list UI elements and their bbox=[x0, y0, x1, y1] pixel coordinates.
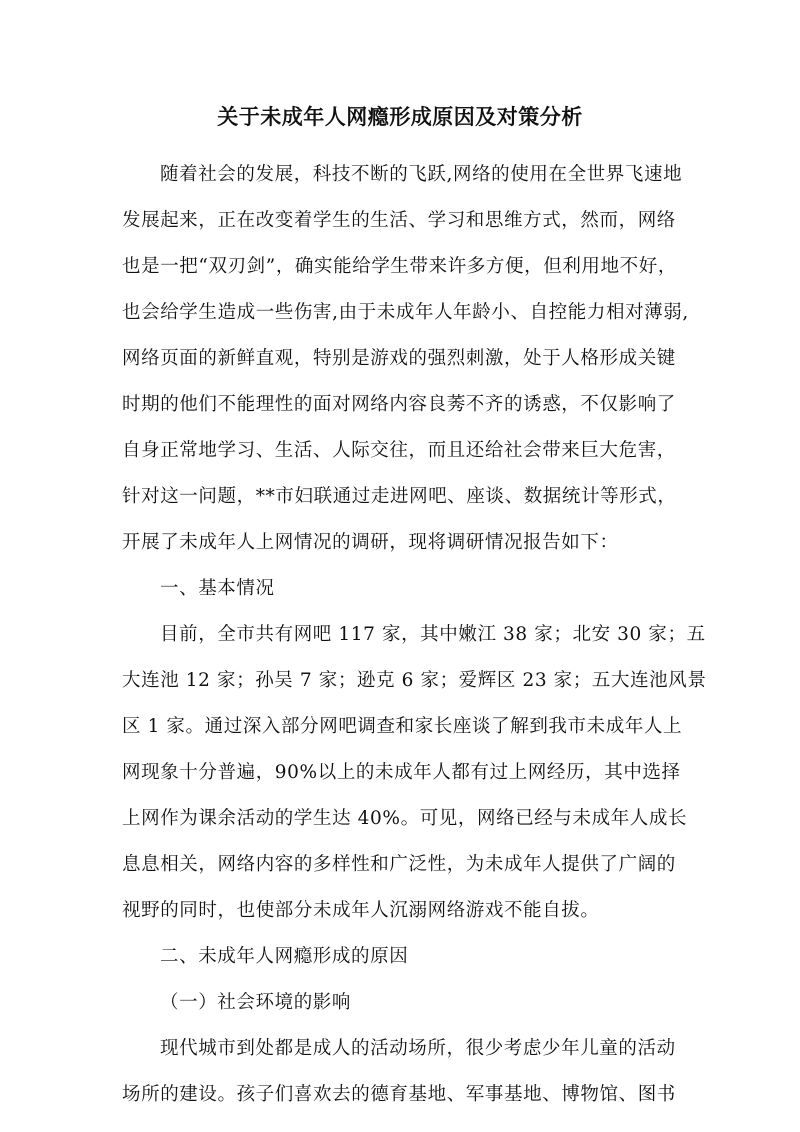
paragraph-line: 也会给学生造成一些伤害,由于未成年人年龄小、自控能力相对薄弱, bbox=[122, 302, 689, 323]
paragraph-line: 大连池 12 家；孙吴 7 家；逊克 6 家；爱辉区 23 家；五大连池风景 bbox=[122, 670, 707, 691]
paragraph-line: 自身正常地学习、生活、人际交往，而且还给社会带来巨大危害， bbox=[122, 440, 676, 461]
section-heading-causes: 二、未成年人网瘾形成的原因 bbox=[160, 946, 409, 967]
paragraph-line: 上网作为课余活动的学生达 40%。可见，网络已经与未成年人成长 bbox=[122, 808, 688, 829]
paragraph-line: 时期的他们不能理性的面对网络内容良莠不齐的诱惑，不仅影响了 bbox=[122, 394, 676, 415]
paragraph-line: 区 1 家。通过深入部分网吧调查和家长座谈了解到我市未成年人上 bbox=[122, 716, 683, 737]
subsection-heading-social: （一）社会环境的影响 bbox=[160, 992, 352, 1013]
paragraph-line: 发展起来，正在改变着学生的生活、学习和思维方式，然而，网络 bbox=[122, 210, 676, 231]
paragraph-line: 也是一把“双刃剑”，确实能给学生带来许多方便，但利用地不好， bbox=[122, 256, 677, 277]
paragraph-line: 针对这一问题，**市妇联通过走进网吧、座谈、数据统计等形式， bbox=[122, 486, 677, 507]
paragraph-line: 息息相关，网络内容的多样性和广泛性，为未成年人提供了广阔的 bbox=[122, 854, 676, 875]
document-title: 关于未成年人网瘾形成原因及对策分析 bbox=[217, 104, 583, 129]
paragraph-line: 随着社会的发展，科技不断的飞跃,网络的使用在全世界飞速地 bbox=[160, 164, 683, 185]
paragraph-line: 开展了未成年人上网情况的调研，现将调研情况报告如下： bbox=[122, 532, 619, 553]
section-heading-basic: 一、基本情况 bbox=[160, 578, 275, 599]
paragraph-line: 网络页面的新鲜直观，特别是游戏的强烈刺激，处于人格形成关键 bbox=[122, 348, 676, 369]
paragraph-line: 目前，全市共有网吧 117 家，其中嫩江 38 家；北安 30 家；五 bbox=[160, 624, 706, 645]
paragraph-line: 场所的建设。孩子们喜欢去的德育基地、军事基地、博物馆、图书 bbox=[122, 1084, 676, 1105]
paragraph-line: 视野的同时，也使部分未成年人沉溺网络游戏不能自拔。 bbox=[122, 900, 600, 921]
paragraph-line: 网现象十分普遍，90%以上的未成年人都有过上网经历，其中选择 bbox=[122, 762, 681, 783]
paragraph-line: 现代城市到处都是成人的活动场所，很少考虑少年儿童的活动 bbox=[160, 1038, 676, 1059]
